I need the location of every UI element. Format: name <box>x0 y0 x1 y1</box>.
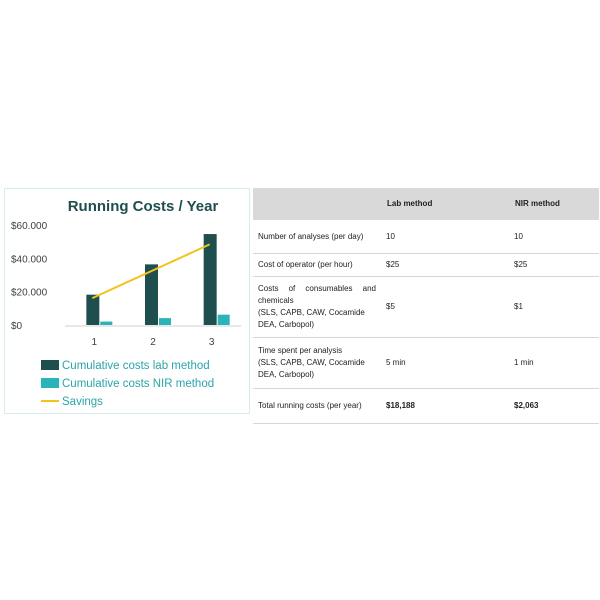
row-lab-value: $25 <box>381 254 509 277</box>
row-label: Cost of operator (per hour) <box>253 254 381 277</box>
x-tick-label: 3 <box>208 337 215 348</box>
y-tick-label: $60.000 <box>11 221 48 232</box>
row-nir-value: $2,063 <box>509 389 599 424</box>
y-tick-label: $40.000 <box>11 254 48 266</box>
row-lab-value: $18,188 <box>381 389 509 424</box>
legend-swatch-0 <box>41 360 59 370</box>
row-label: Number of analyses (per day) <box>253 220 381 254</box>
legend-label: Savings <box>62 396 103 408</box>
table-row <box>253 338 599 389</box>
y-tick-label: $20.000 <box>11 287 48 299</box>
row-label: Total running costs (per year) <box>253 389 381 424</box>
row-lab-value: 5 min <box>381 338 509 389</box>
x-tick-label: 1 <box>91 337 98 348</box>
row-label-cell <box>253 277 381 338</box>
bar-lab <box>204 234 217 325</box>
chart-title: Running Costs / Year <box>67 198 219 215</box>
legend-swatch-1 <box>41 378 59 388</box>
table-header-row <box>253 188 599 220</box>
table-row <box>253 277 599 338</box>
row-label: Time spent per analysis <box>258 346 343 355</box>
bar-nir <box>100 322 112 325</box>
table-header-lab: Lab method <box>381 188 509 220</box>
running-costs-chart <box>4 188 250 414</box>
row-nir-value: 10 <box>509 220 599 254</box>
row-sublabel: (SLS, CAPB, CAW, Cocamide DEA, Carbopol) <box>258 358 365 379</box>
table-row-total <box>253 389 599 424</box>
row-nir-value: 1 min <box>509 338 599 389</box>
table-header-blank <box>253 188 381 220</box>
chart-svg <box>5 189 251 415</box>
row-sublabel: (SLS, CAPB, CAW, Cocamide DEA, Carbopol) <box>258 308 365 329</box>
y-tick-label: $0 <box>11 321 23 332</box>
row-label-cell <box>253 338 381 389</box>
row-lab-value: 10 <box>381 220 509 254</box>
legend-label: Cumulative costs NIR method <box>62 378 215 390</box>
table-header-nir: NIR method <box>509 188 599 220</box>
table-row <box>253 254 599 277</box>
x-tick-label: 2 <box>150 337 156 348</box>
row-label: Costs of consumables and chemicals <box>258 284 376 305</box>
bar-nir <box>159 318 171 325</box>
table-row <box>253 220 599 254</box>
row-nir-value: $25 <box>509 254 599 277</box>
row-nir-value: $1 <box>509 277 599 338</box>
cost-comparison-table-panel <box>253 188 599 424</box>
legend-label: Cumulative costs lab method <box>62 360 210 372</box>
row-lab-value: $5 <box>381 277 509 338</box>
bar-lab <box>86 295 99 325</box>
cost-comparison-table <box>253 188 599 424</box>
bar-nir <box>218 315 230 325</box>
